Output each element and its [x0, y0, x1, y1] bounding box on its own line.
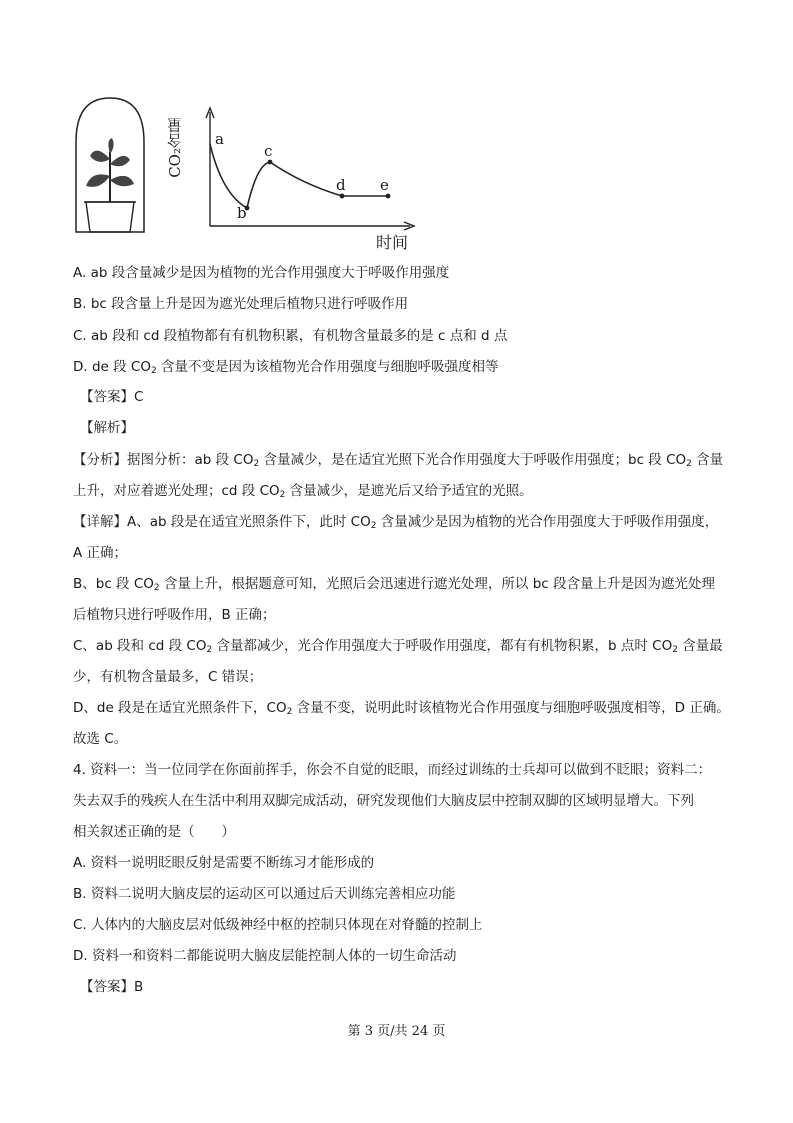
- q4-option-b: B. 资料二说明大脑皮层的运动区可以通过后天训练完善相应功能: [73, 886, 456, 902]
- option-a: A. ab 段含量减少是因为植物的光合作用强度大于呼吸作用强度: [73, 265, 450, 281]
- q4-option-a: A. 资料一说明眨眼反射是需要不断练习才能形成的: [73, 855, 375, 871]
- plant-leaf: [110, 176, 134, 186]
- plant-leaf: [110, 156, 130, 166]
- plant-leaf: [86, 174, 110, 187]
- option-d: D. de 段 $CO_2$ 含量不变是因为该植物光合作用强度与细胞呼吸强度相等: [73, 359, 499, 376]
- analysis-line-1: 【分析】据图分析：ab 段 $CO_2$ 含量减少，是在适宜光照下光合作用强度大于呼吸作用强度；bc 段 $CO_2$ 含量: [73, 452, 724, 469]
- point-label-b: b: [237, 204, 247, 222]
- point-e: [386, 194, 391, 199]
- analysis-line-2: 上升，对应着遮光处理；cd 段 $CO_2$ 含量减少，是遮光后又给予适宜的光照。: [73, 483, 533, 500]
- plant-pot: [86, 202, 134, 232]
- y-axis-label: CO₂含量: [166, 118, 184, 178]
- q4-option-d: D. 资料一和资料二都能说明大脑皮层能控制人体的一切生命活动: [73, 948, 457, 964]
- choice-line: 故选 C。: [73, 731, 128, 747]
- detail-line-4: 后植物只进行呼吸作用，B 正确；: [73, 607, 276, 623]
- plant-leaf: [108, 138, 113, 154]
- answer-label: 【答案】C: [80, 389, 144, 405]
- question-4-line-3: 相关叙述正确的是（ ）: [73, 824, 235, 840]
- detail-line-3: B、bc 段 $CO_2$ 含量上升，根据题意可知，光照后会迅速进行遮光处理，所以 bc 段含量上升是因为遮光处理: [73, 576, 715, 593]
- detail-line-2: A 正确；: [73, 545, 128, 561]
- analysis-heading: 【解析】: [80, 420, 134, 436]
- question-4-line-1: 4. 资料一：当一位同学在你面前挥手，你会不自觉的眨眼，而经过训练的士兵却可以做到不眨眼；资料二：: [73, 762, 712, 778]
- plant-leaf: [90, 151, 110, 162]
- point-d: [340, 194, 345, 199]
- point-c: [268, 160, 273, 165]
- option-c: C. ab 段和 cd 段植物都有有机物积累，有机物含量最多的是 c 点和 d 点: [73, 328, 508, 344]
- point-label-d: d: [336, 176, 346, 194]
- question-4-line-2: 失去双手的残疾人在生活中利用双脚完成活动，研究发现他们大脑皮层中控制双脚的区域明显增大。下列: [73, 793, 694, 809]
- co2-curve: [210, 144, 388, 208]
- point-label-c: c: [264, 142, 273, 160]
- figure-svg: [72, 94, 422, 254]
- detail-line-5: C、ab 段和 cd 段 $CO_2$ 含量都减少，光合作用强度大于呼吸作用强度，都有有机物积累，b 点时 $CO_2$ 含量最: [73, 638, 723, 655]
- x-axis-label: 时间: [376, 233, 409, 252]
- option-b: B. bc 段含量上升是因为遮光处理后植物只进行呼吸作用: [73, 296, 409, 312]
- q4-answer: 【答案】B: [80, 979, 144, 995]
- page-footer: 第 3 页/共 24 页: [347, 1024, 446, 1039]
- point-label-e: e: [380, 176, 389, 194]
- q4-option-c: C. 人体内的大脑皮层对低级神经中枢的控制只体现在对脊髓的控制上: [73, 917, 483, 933]
- co2-figure: [72, 94, 422, 254]
- detail-line-7: D、de 段是在适宜光照条件下，$CO_2$ 含量不变，说明此时该植物光合作用强度与细胞呼吸强度相等，D 正确。: [73, 700, 730, 717]
- point-label-a: a: [215, 130, 224, 148]
- detail-line-6: 少，有机物含量最多，C 错误；: [73, 669, 263, 685]
- detail-line-1: 【详解】A、ab 段是在适宜光照条件下，此时 $CO_2$ 含量减少是因为植物的光合作用强度大于呼吸作用强度，: [73, 514, 719, 531]
